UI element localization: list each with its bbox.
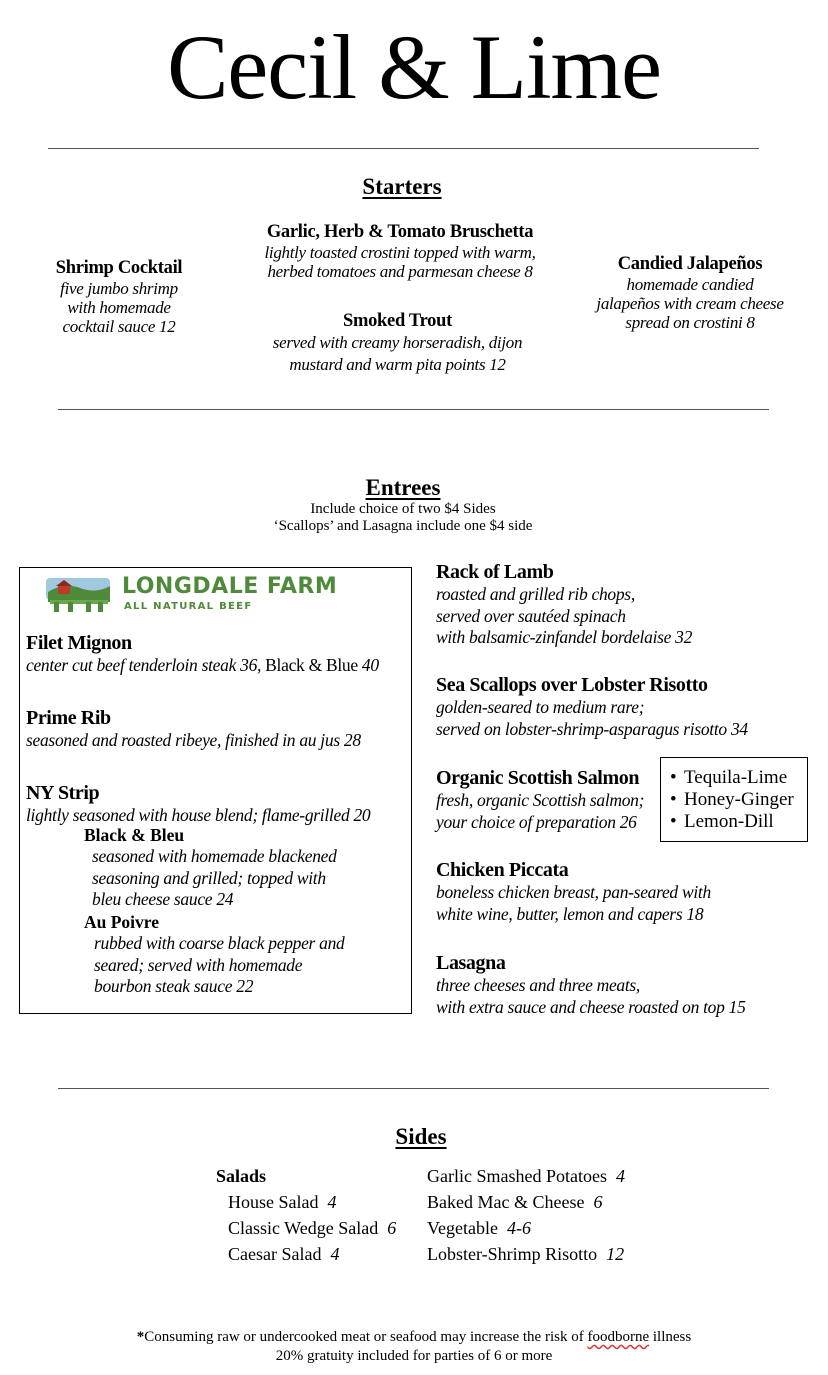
item-desc: served with creamy horseradish, dijon [272,333,523,352]
starters-heading: Starters [362,174,442,199]
entree-filet-mignon [26,632,408,677]
item-desc: lightly toasted crostini topped with warm, [264,243,536,262]
entree-rack-of-lamb [436,561,816,649]
item-name: Au Poivre [84,912,160,932]
starter-smoked-trout [230,311,565,376]
farm-tagline: ALL NATURAL BEEF [124,601,253,612]
entree-sea-scallops [436,674,816,740]
side-price: 6 [387,1218,397,1238]
item-name: Filet Mignon [26,632,132,654]
item-name: Candied Jalapeños [617,254,763,274]
list-item [427,1163,687,1189]
item-desc: spread on crostini 8 [625,313,755,332]
item-desc: roasted and grilled rib chops, [436,584,635,604]
item-desc: homemade candied [626,275,754,294]
item-desc: bleu cheese sauce 24 [92,889,234,909]
item-desc: seasoned and roasted ribeye, finished in au jus 28 [26,730,361,750]
divider [58,409,769,410]
gratuity-note: 20% gratuity included for parties of 6 or more [275,1348,553,1364]
item-extra: Black & Blue [261,655,362,675]
item-name: Rack of Lamb [436,561,554,583]
list-item [216,1215,416,1241]
item-desc: with homemade [67,298,171,317]
side-name: House Salad [228,1192,319,1212]
farm-name: LONGDALE FARM [122,574,338,599]
item-desc: white wine, butter, lemon and capers 18 [436,903,704,924]
sides-heading: Sides [395,1124,447,1149]
entrees-note: Include choice of two $4 Sides [310,501,496,517]
item-desc: three cheeses and three meats, [436,975,641,995]
list-item: • Honey-Ginger [670,789,794,810]
misspelled-word: foodborne [587,1329,650,1345]
list-item [427,1189,687,1215]
starter-candied-jalapenos [578,254,802,332]
item-name: Organic Scottish Salmon [436,767,640,789]
side-price: 4 [615,1166,625,1186]
item-extra-price: 40 [361,655,379,675]
item-desc: seasoning and grilled; topped with [92,867,326,888]
item-desc: with balsamic-zinfandel bordelaise 32 [436,627,693,647]
item-name: Prime Rib [26,707,111,729]
item-desc: five jumbo shrimp [60,279,178,298]
item-name: Chicken Piccata [436,859,569,881]
item-desc: served on lobster-shrimp-asparagus risotto 34 [436,718,748,739]
list-item [427,1241,687,1267]
item-desc: fresh, organic Scottish salmon; [436,790,645,810]
item-desc: mustard and warm pita points 12 [289,355,506,374]
item-desc: rubbed with coarse black pepper and [94,933,345,953]
item-desc [26,655,408,677]
starter-bruschetta [230,222,570,281]
entrees-heading: Entrees [365,475,441,500]
entree-scottish-salmon [436,767,658,833]
item-desc: with extra sauce and cheese roasted on top 15 [436,996,746,1017]
item-name: Shrimp Cocktail [55,258,183,278]
entrees-note: ‘Scallops’ and Lasagna include one $4 side [273,518,533,534]
item-desc: lightly seasoned with house blend; flame-grilled 20 [26,805,371,825]
side-name: Classic Wedge Salad [228,1218,379,1238]
divider [48,148,759,149]
divider [58,1088,769,1089]
list-item [216,1241,416,1267]
list-item: • Tequila-Lime [670,767,788,788]
warning-text-end: illness [649,1329,692,1345]
sides-salads [216,1163,416,1267]
item-name: Garlic, Herb & Tomato Bruschetta [266,222,534,242]
list-item [216,1189,416,1215]
list-item [427,1215,687,1241]
item-name: Smoked Trout [343,311,452,331]
item-desc: cocktail sauce 12 [62,317,176,336]
item-name: Black & Bleu [84,825,185,845]
item-desc: served over sautéed spinach [436,605,626,626]
list-item: • Lemon-Dill [670,811,774,832]
restaurant-name: Cecil & Lime [167,16,661,118]
side-name: Garlic Smashed Potatoes [427,1166,607,1186]
entree-prime-rib [26,707,408,752]
side-name: Lobster-Shrimp Risotto [427,1244,598,1264]
side-price: 4 [327,1192,337,1212]
cow-logo-icon [44,572,114,614]
item-desc: seared; served with homemade [94,954,303,975]
asterisk: * [136,1329,145,1345]
item-desc-text: center cut beef tenderloin steak 36, [26,655,262,675]
strip-option-au-poivre [84,912,404,998]
health-warning [0,1329,828,1346]
entree-chicken-piccata [436,859,816,925]
side-name: Caesar Salad [228,1244,322,1264]
preparation-label: Honey-Ginger [684,789,794,810]
item-name: NY Strip [26,782,100,804]
side-price: 4-6 [506,1218,531,1238]
preparation-label: Lemon-Dill [684,811,774,832]
item-desc: seasoned with homemade blackened [92,846,337,866]
salads-label: Salads [216,1166,267,1186]
item-desc: jalapeños with cream cheese [596,294,784,313]
entree-lasagna [436,952,821,1018]
salmon-preparations-list [670,767,794,833]
starter-shrimp-cocktail [28,258,210,336]
side-price: 12 [606,1244,625,1264]
sides-others [427,1163,687,1267]
item-desc: golden-seared to medium rare; [436,697,645,717]
side-name: Baked Mac & Cheese [427,1192,585,1212]
item-desc: boneless chicken breast, pan-seared with [436,882,711,902]
item-desc: herbed tomatoes and parmesan cheese 8 [267,262,533,281]
strip-option-black-bleu [84,825,404,911]
side-name: Vegetable [427,1218,498,1238]
side-price: 6 [593,1192,603,1212]
warning-text: Consuming raw or undercooked meat or seafood may increase the risk of [144,1329,588,1345]
item-name: Lasagna [436,952,506,974]
preparation-label: Tequila-Lime [684,767,788,788]
salmon-preparations-box [660,757,808,842]
side-price: 4 [330,1244,340,1264]
item-desc: bourbon steak sauce 22 [94,976,254,996]
beef-section-box [19,567,412,1014]
item-desc: your choice of preparation 26 [436,811,637,832]
item-name: Sea Scallops over Lobster Risotto [436,674,708,696]
entree-ny-strip [26,782,411,827]
